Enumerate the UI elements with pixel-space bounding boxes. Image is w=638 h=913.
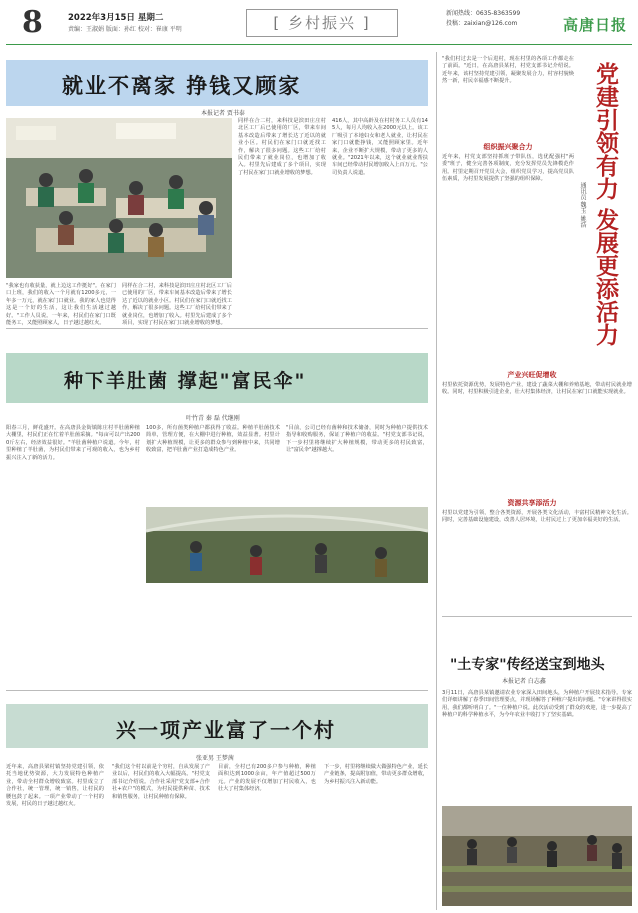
article-text-2: 村里依托资源优势，发展特色产业，建设了蔬菜大棚和养殖基地，带动村民就业增收。同时，村里积极引进企业，壮大村集体经济，让村民在家门口就能实现就业。 bbox=[442, 382, 632, 396]
article-party-building bbox=[442, 52, 632, 612]
divider bbox=[442, 616, 632, 617]
column-divider bbox=[436, 52, 437, 910]
factory-photo bbox=[6, 118, 232, 278]
subheading-organization: 组织振兴聚合力 bbox=[483, 143, 533, 151]
publish-date: 2022年3月15日 星期二 bbox=[68, 13, 164, 23]
byline-text: 通讯员 魏玉 姚浩 bbox=[579, 182, 586, 228]
article-title: 就业不离家 挣钱又顾家 bbox=[62, 73, 302, 98]
field-photo bbox=[442, 806, 632, 906]
page-number: 8 bbox=[22, 5, 43, 40]
article-title: 兴一项产业富了一个村 bbox=[116, 718, 336, 742]
article-title: "土专家"传经送宝到地头 bbox=[450, 657, 605, 673]
article-byline: 叶竹青 秦 磊 代继刚 bbox=[186, 415, 240, 422]
article-byline: 本报记者 白志鑫 bbox=[502, 678, 546, 685]
subheading-resources: 资源共享添活力 bbox=[507, 499, 557, 507]
article-text-col3: 同样在合二村，来科技是滨田庄庄村北区工厂后已使用的厂区，带来车间基本改造后带来了增长达了近以的就业小区。村民们在家门口就近找工作，解决了很多问题。这些工厂给村民们带来了就业岗位，也增加了收入。村里先后建成了多个项目，实现了村民在家门口就业增收的梦想。 bbox=[238, 118, 326, 176]
divider bbox=[6, 690, 428, 691]
article-text-col3: "目前，公司已经有菌种和技术储备，同时为种植户提供技术指导和收购服务，保证了种植户的收益。"村党支部书记说，下一步村里将继续扩大种植规模，带动更多的村民致富，让"富民伞"越撑越大。 bbox=[286, 425, 428, 454]
article-title-text: 党建引领有力 发展更添活力 bbox=[592, 62, 619, 347]
article-byline: 张亚男 王梦茜 bbox=[196, 755, 234, 762]
header-rule bbox=[6, 44, 632, 45]
article-text-col2: "我们这个村以前是个穷村，自从发展了产业以后，村民们的收入大幅提高。"村党支部书记介绍说。合作社采用"党支部+合作社+农户"的模式，为村民提供种苗、技术和销售服务，让村民种植有保障。 bbox=[112, 764, 210, 800]
headline-banner bbox=[6, 60, 428, 106]
subheading-industry: 产业兴旺促增收 bbox=[507, 371, 557, 379]
article-text-col4: 416人，其中高龄及在村村务工人员有145人，每月人均收入在2000元以上。该工厂吸引了本地妇女和老人就业，让村民在家门口就能挣钱，又能照顾家里。近年来，企业不断扩大规模，带动了更多的人就业。"2021年以来，这个就业就业帮扶车间已经带动村民增加收入上百万元。"公司负责人说道。 bbox=[332, 118, 428, 176]
article-employment bbox=[6, 52, 428, 327]
greenhouse-photo bbox=[146, 507, 428, 583]
article-text-col1: 近年来，高唐县梁村镇坚持党建引领，依托当地优势资源，大力发展特色种植产业，带动全村群众增收致富。村里成立了合作社，统一管理，统一销售，让村民的腰包鼓了起来。一项产业带动了一个村的发展，村民的日子越过越红火。 bbox=[6, 764, 104, 808]
article-title: 种下羊肚菌 撑起"富民伞" bbox=[64, 370, 307, 392]
section-label: 乡村振兴 bbox=[287, 14, 356, 32]
article-byline: 本报记者 贾书泰 bbox=[201, 110, 245, 117]
section-title: [ 乡村振兴 ] bbox=[246, 9, 398, 37]
article-text-1: 近年来，村党支部坚持抓班子带队伍，选优配强村"两委"班子，健全完善各项制度，充分发挥党员先锋模范作用。村里定期召开党员大会，组织党员学习，提高党员队伍素质，为村里发展提供了坚强的组织保障。 bbox=[442, 154, 574, 183]
factory-workers-image bbox=[6, 118, 232, 278]
page-header bbox=[0, 0, 638, 46]
article-byline bbox=[578, 182, 587, 228]
headline-banner bbox=[6, 353, 428, 403]
greenhouse-image bbox=[146, 507, 428, 583]
article-industry bbox=[6, 696, 428, 910]
hotline-phone: 新闻热线：0635-8363599 bbox=[446, 10, 521, 17]
article-text-col2: 100多，所有菌类种植户都获得了收益。种植羊肚菌技术简单，管理方便，在大棚中进行种植，效益显著。村里计划扩大种植规模，让更多的群众参与到种植中来，共同增收致富，把羊肚菌产业打造成特色产业。 bbox=[146, 425, 280, 454]
headline-banner bbox=[6, 704, 428, 748]
article-text-col4: 下一步，村里将继续做大做强特色产业，延长产业链条，提高附加值，带动更多群众增收，为乡村振兴注入新动能。 bbox=[324, 764, 428, 785]
field-image bbox=[442, 806, 632, 906]
article-text: 3月11日，高唐县某镇邀请农业专家深入田间地头，为种植户开展技术指导。专家们详细讲解了春季田间管理要点，并现场解答了种植户提出的问题。"专家讲得很实用，我们都听明白了。"一位种植户说。此次活动受到了群众的欢迎，进一步提高了种植户的科学种植水平，为今年农业丰收打下了坚实基础。 bbox=[442, 690, 632, 719]
editors-line: 责编：王淑娟 版面：孙红 校对：崔康 平明 bbox=[68, 26, 182, 33]
article-text-3: 村里以党建为引领，整合各类资源，开展各类文化活动，丰富村民精神文化生活。同时，完善基础设施建设，改善人居环境，让村民过上了更加幸福美好的生活。 bbox=[442, 510, 632, 524]
article-text-col3: 目前，全村已有200多户参与种植，种植面积达到1000余亩，年产值超过500万元。产业的发展不仅增加了村民收入，也壮大了村集体经济。 bbox=[218, 764, 316, 793]
article-morel bbox=[6, 335, 428, 685]
hotline-email: 投稿：zaixian@126.com bbox=[446, 20, 518, 27]
article-lead: "我们村过去是一个后进村，现在村里的各项工作都走在了前面。"近日，在高唐县某村，村党支部书记介绍说。近年来，该村坚持党建引领，凝聚发展合力，村容村貌焕然一新，村民幸福感不断提升。 bbox=[442, 56, 574, 85]
divider bbox=[6, 328, 428, 329]
newspaper-brand: 高唐日报 bbox=[563, 16, 628, 34]
article-title bbox=[592, 62, 632, 362]
article-text-col1: "我家也有收获量，就上边这工作挺好"。在家门口上班，我们的收入一个月就有1200多元，一年多一万元，就在家门口就业。我的家人也觉得这是一个好的生活，这让我们生活越过越好。"工作人员说。一年来，村民们在家门口既能务工，又能照顾家人，日子越过越红火。 bbox=[6, 283, 116, 327]
article-text-col1: 阳春三月，鲜花盛开。在高唐县金街镇陈庄村羊肚菌种植大棚里，村民们正在忙着羊肚菌采摘。"每亩可以产出2000斤左右，经济效益很好。"羊肚菌种植户说道。今年，村里种植了羊肚菌，为村民们带来了可观的收入，也为乡村振兴注入了新的活力。 bbox=[6, 425, 140, 461]
article-expert bbox=[442, 620, 632, 910]
article-text-col2: 同样在合二村，来科技是滨田庄庄村北区工厂后已使用的厂区，带来车间基本改造后带来了增长达了近以的就业小区。村民们在家门口就近找工作，解决了很多问题。这些工厂给村民们带来了就业岗位，也增加了收入。村里先后建成了多个项目，实现了村民在家门口就业增收的梦想。 bbox=[122, 283, 232, 327]
hotline bbox=[446, 9, 520, 29]
